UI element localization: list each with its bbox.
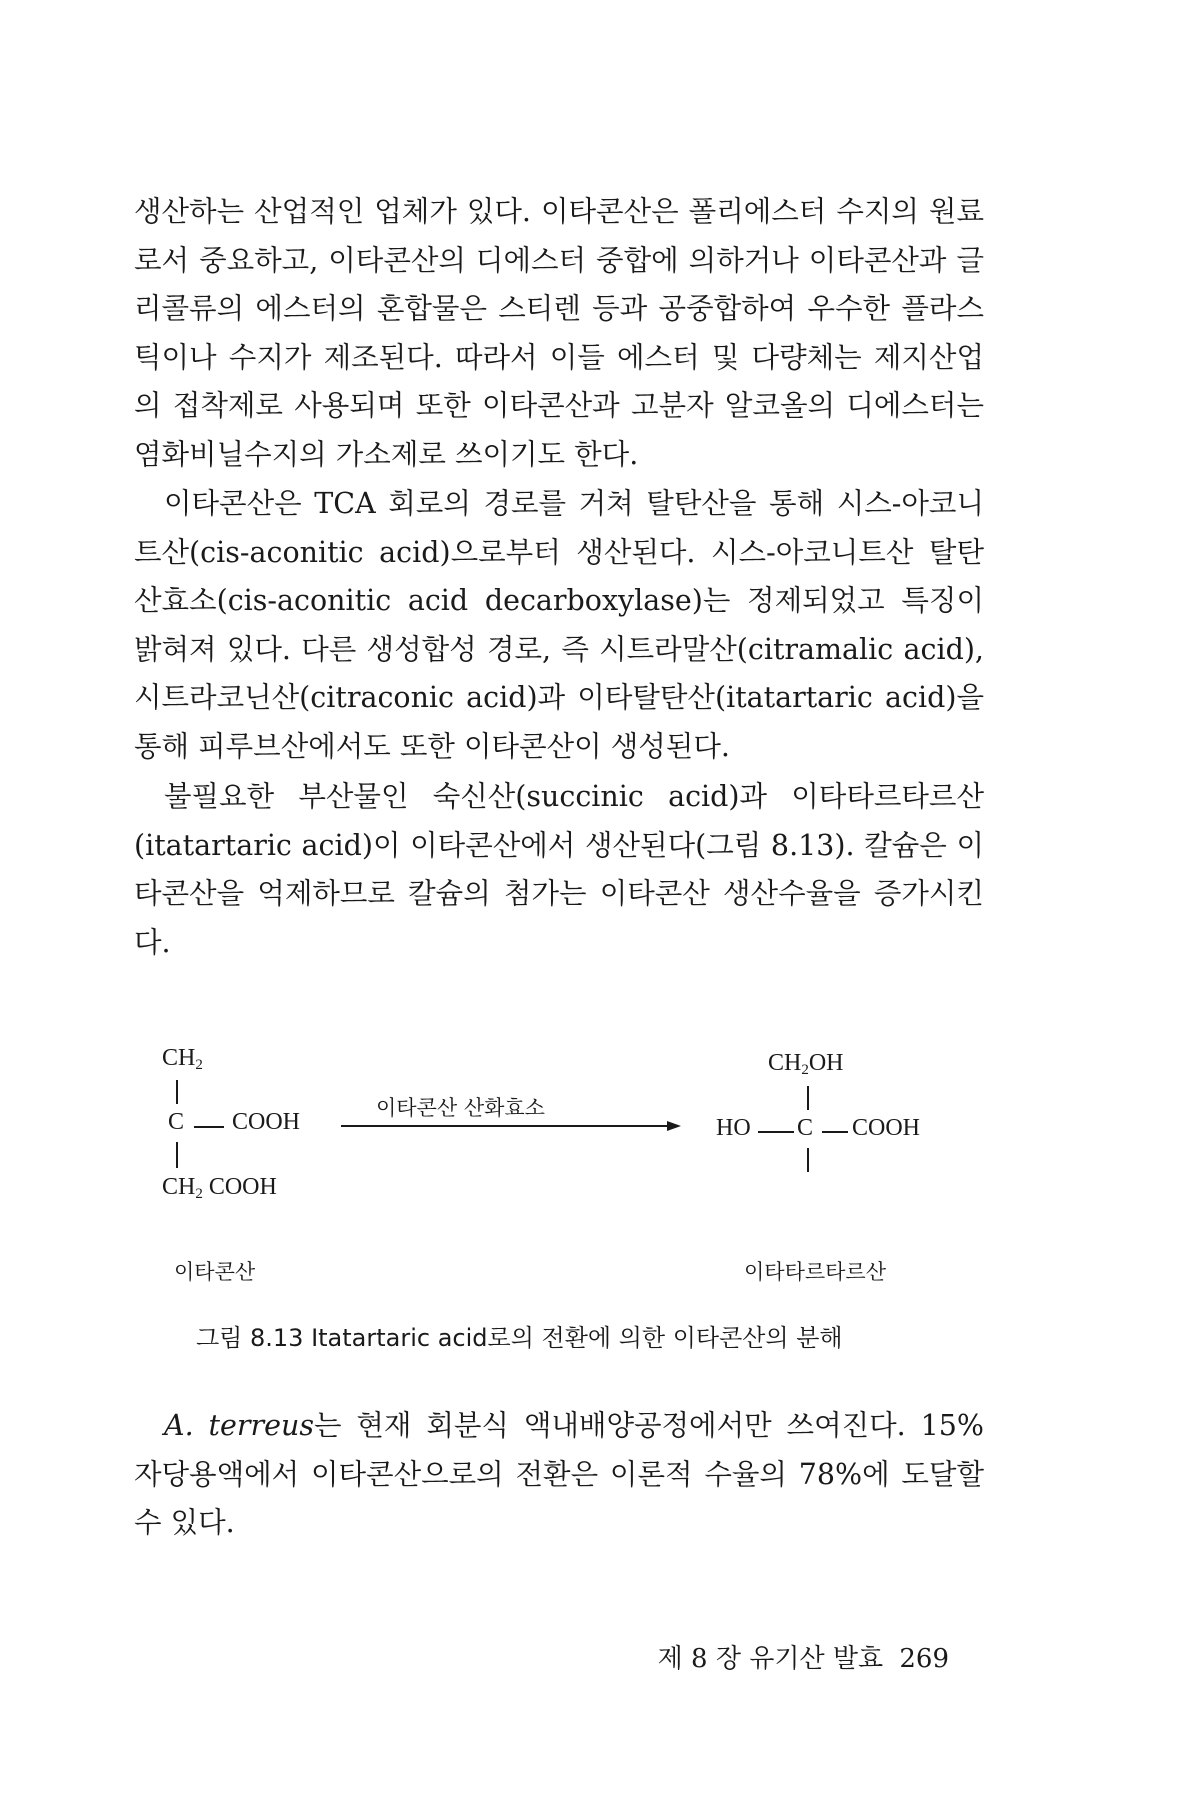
page-footer bbox=[650, 1638, 949, 1675]
bond-line bbox=[822, 1131, 848, 1133]
page-number: 269 bbox=[899, 1644, 949, 1674]
paragraph-4-body: 는 현재 회분식 액내배양공정에서만 쓰여진다. 15% 자당용액에서 이타콘산으로의 전환은 이론적 수율의 78%에 도달할 수 있다. bbox=[134, 1409, 984, 1540]
itatartaric-ho-group: HO bbox=[716, 1115, 751, 1141]
paragraph-2 bbox=[134, 480, 984, 772]
paragraph-3 bbox=[134, 773, 984, 967]
bond-line bbox=[807, 1148, 809, 1172]
paragraph-2-text: 이타콘산은 TCA 회로의 경로를 거쳐 탈탄산을 통해 시스-아코니트산(cis-aconitic acid)으로부터 생산된다. 시스-아코니트산 탈탄산효소(cis-aconitic acid decarboxylase)는 정제되었고 특징이 밝혀져 있다. 다른 생성합성 경로, 즉 시트라말산(citramalic acid), 시트라코닌산(citraconic acid)과 이타탈탄산(itatartaric acid)을 통해 피루브산에서도 또한 이타콘산이 생성된다. bbox=[134, 487, 984, 763]
itaconic-cooh-group: COOH bbox=[232, 1109, 301, 1135]
bond-line bbox=[807, 1086, 809, 1110]
itatartaric-top-group: $CH_2OH$ bbox=[768, 1050, 844, 1078]
itaconic-acid-label: 이타콘산 bbox=[174, 1260, 256, 1284]
bond-line bbox=[194, 1126, 224, 1128]
reaction-arrow bbox=[341, 1118, 681, 1134]
paragraph-4-text bbox=[134, 1402, 984, 1548]
enzyme-label: 이타콘산 산화효소 bbox=[376, 1096, 545, 1120]
paragraph-1 bbox=[134, 188, 984, 480]
figure-caption: 그림 8.13 Itatartaric acid로의 전환에 의한 이타콘산의 분해 bbox=[196, 1324, 843, 1352]
bond-line bbox=[176, 1142, 178, 1168]
chapter-title: 제 8 장 유기산 발효 bbox=[657, 1644, 884, 1674]
itaconic-central-carbon: C bbox=[168, 1109, 185, 1135]
paragraph-4 bbox=[134, 1402, 984, 1548]
bond-line bbox=[176, 1080, 178, 1104]
itatartaric-acid-label: 이타타르타르산 bbox=[744, 1260, 887, 1284]
itatartaric-cooh-group: COOH bbox=[852, 1115, 921, 1141]
itaconic-bottom-group: $CH_2$ COOH bbox=[162, 1174, 277, 1202]
bond-line bbox=[758, 1131, 794, 1133]
paragraph-1-text: 생산하는 산업적인 업체가 있다. 이타콘산은 폴리에스터 수지의 원료로서 중요하고, 이타콘산의 디에스터 중합에 의하거나 이타콘산과 글리콜류의 에스터의 혼합물은 스티렌 등과 공중합하여 우수한 플라스틱이나 수지가 제조된다. 따라서 이들 에스터 및 다량체는 제지산업의 접착제로 사용되며 또한 이타콘산과 고분자 알코올의 디에스터는 염화비닐수지의 가소제로 쓰이기도 한다. bbox=[134, 195, 984, 471]
species-name: A. terreus bbox=[164, 1409, 314, 1442]
itaconic-top-group: $CH_2$ bbox=[162, 1045, 203, 1073]
paragraph-3-text: 불필요한 부산물인 숙신산(succinic acid)과 이타타르타르산(itatartaric acid)이 이타콘산에서 생산된다(그림 8.13). 칼슘은 이타콘산을 억제하므로 칼슘의 첨가는 이타콘산 생산수율을 증가시킨다. bbox=[134, 780, 984, 959]
itatartaric-central-carbon: C bbox=[797, 1115, 814, 1141]
